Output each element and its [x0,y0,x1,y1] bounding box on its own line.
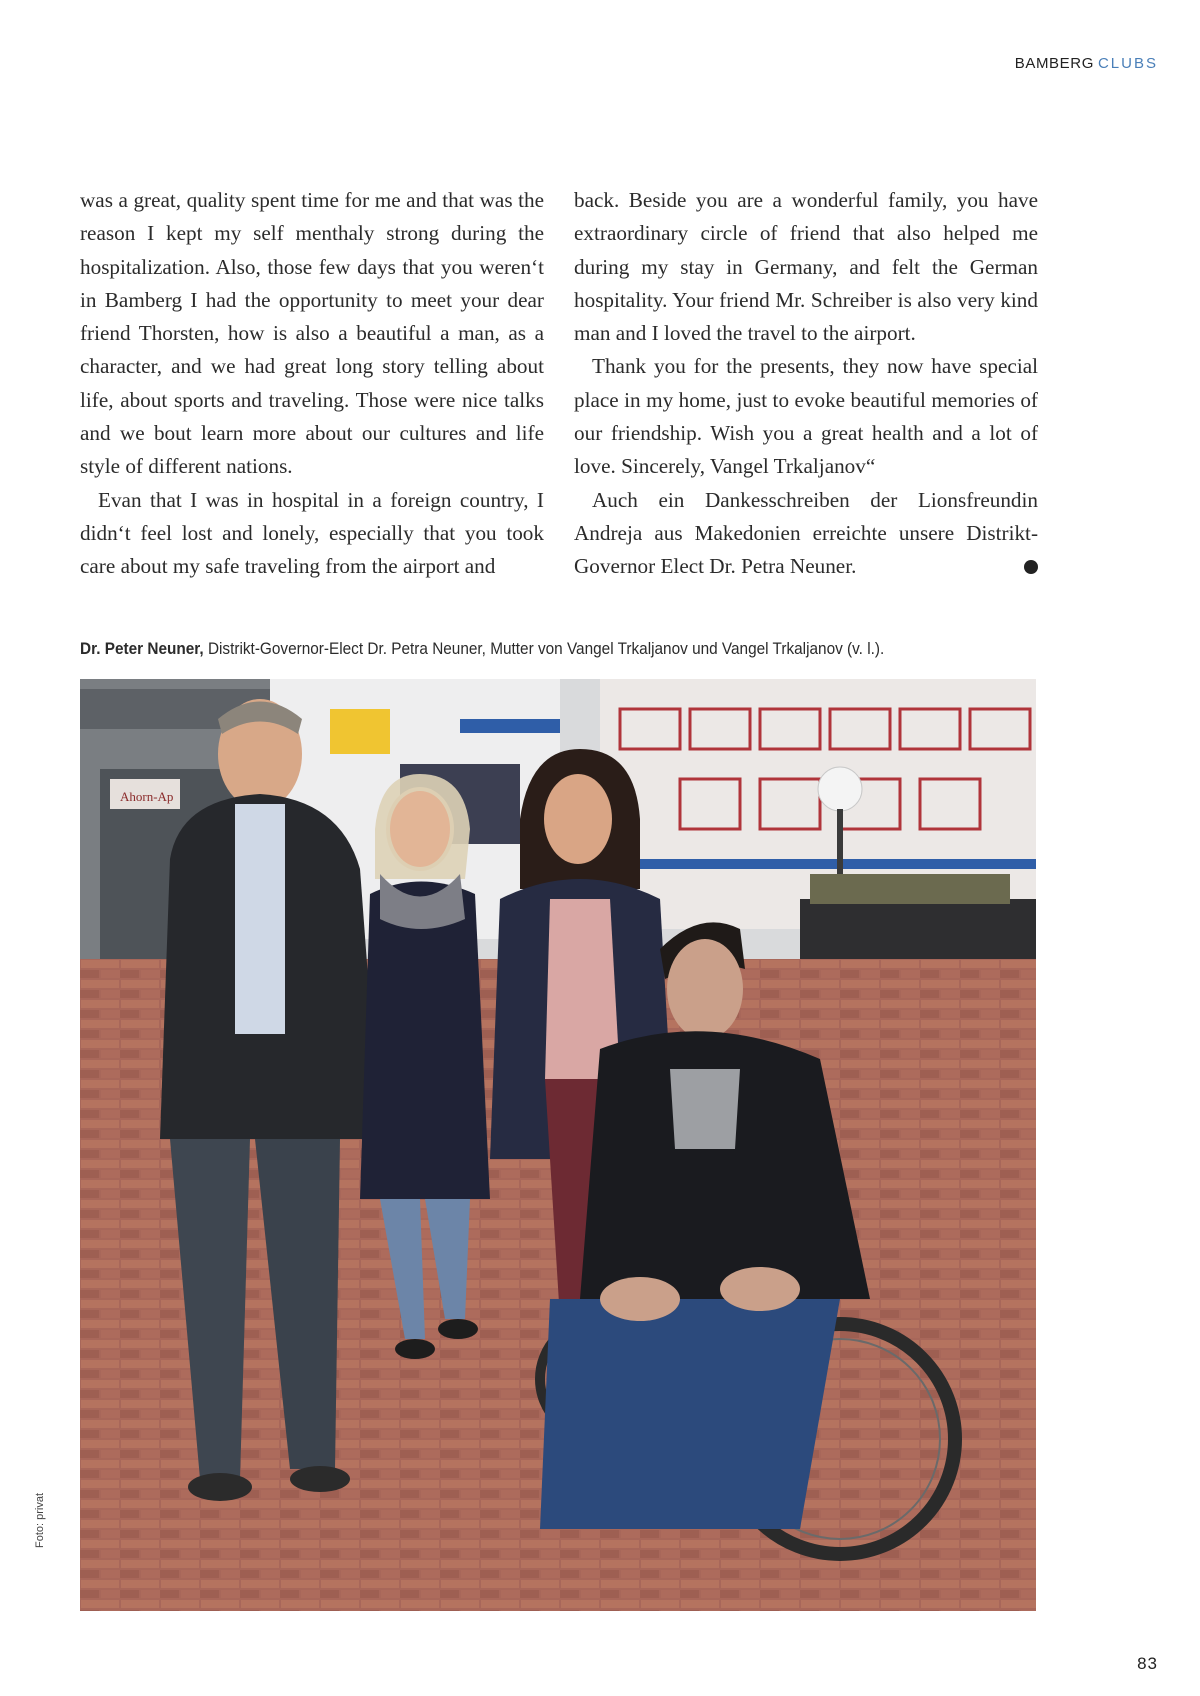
paragraph: Evan that I was in hospital in a foreign country, I didn‘t feel lost and lonely, especially that you took care about my safe traveling from the airport and [80,487,544,579]
page-number: 83 [1137,1654,1158,1673]
paragraph: was a great, quality spent time for me and that was the reason I kept my self menthaly strong during the hospitalization. Also, those few days that you weren‘t in Bamberg I had the opportunity to meet your dear friend Thorsten, how is also a beautiful a man, as a character, and we had great long story telling about life, about sports and traveling. Those were nice talks and we bout learn more about our cultures and life style of different nations. [80,188,544,479]
header-section: BAMBERG [1014,55,1094,72]
photo-credit: Foto: privat [34,1492,46,1548]
header-category: CLUBS [1097,55,1158,72]
text-column-right [574,184,1049,584]
paragraph [574,484,1049,584]
caption-bold: Dr. Peter Neuner, [80,640,204,658]
lions-end-mark-icon: L [1024,560,1038,574]
paragraph-text: Auch ein Dankesschreiben der Lionsfreundin Andreja aus Makedonien erreichte unsere Distrikt-Governor Elect Dr. Petra Neuner. [574,487,1038,579]
group-photo-illustration [80,679,1036,1611]
group-photo [80,679,1036,1611]
running-header [1015,55,1158,72]
paragraph: Thank you for the presents, they now have special place in my home, just to evoke beautiful memories of our friendship. Wish you a great health and a lot of love. Sincerely, Vangel Trkaljanov“ [574,354,1038,479]
photo-caption [80,640,973,659]
shop-sign-text: Ahorn-Ap [120,789,174,804]
paragraph: back. Beside you are a wonderful family, you have extraordinary circle of friend that also helped me during my stay in Germany, and felt the German hospitality. Your friend Mr. Schreiber is also very kind man and I loved the travel to the airport. [574,188,1038,346]
text-column-left [80,184,544,584]
caption-text: Distrikt-Governor-Elect Dr. Petra Neuner, Mutter von Vangel Trkaljanov und Vangel Trkaljanov (v. l.). [203,640,885,658]
